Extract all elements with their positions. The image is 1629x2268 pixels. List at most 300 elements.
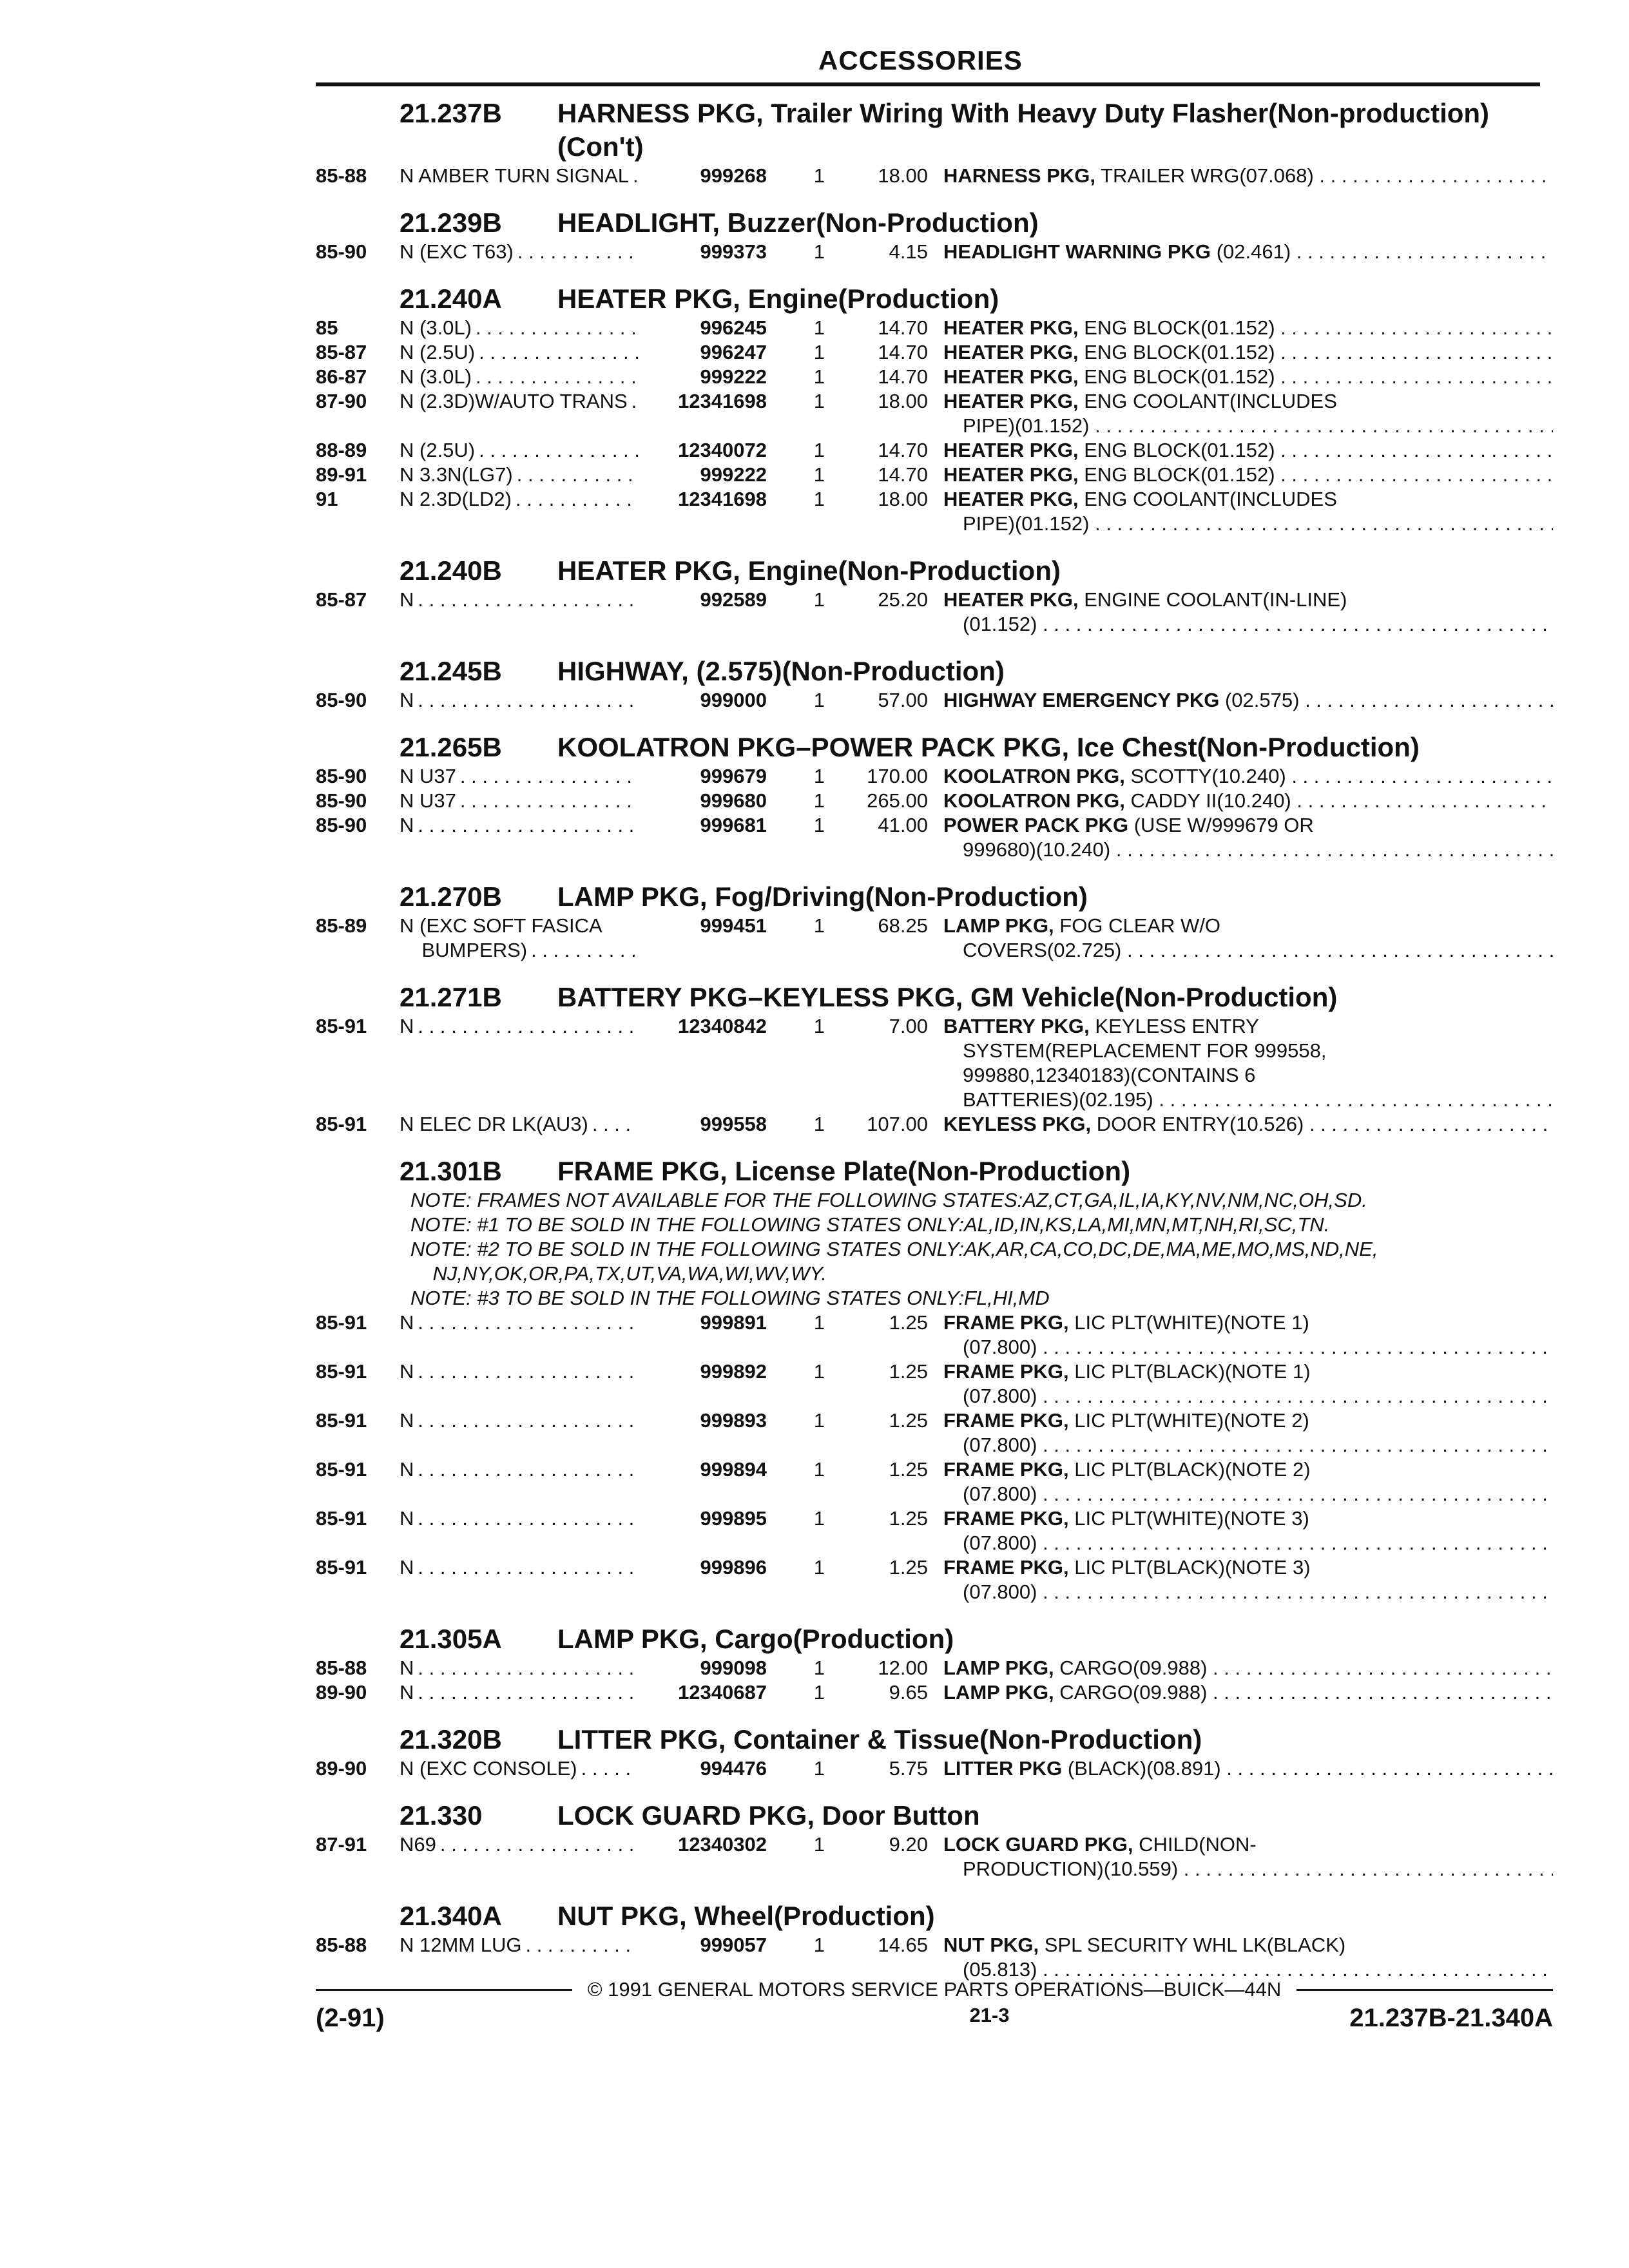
model-years: 86-87 — [316, 365, 367, 388]
catalog-section — [316, 731, 1553, 862]
section-title: HARNESS PKG, Trailer Wiring With Heavy Duty Flasher(Non-production) (Con't) — [557, 98, 1490, 162]
part-number: 12341698 — [678, 390, 767, 412]
reference-line — [943, 1857, 1553, 1881]
section-code: 21.237B — [400, 98, 502, 128]
price: 14.70 — [878, 463, 928, 486]
quantity: 1 — [813, 1934, 825, 1956]
price: 25.20 — [878, 588, 928, 611]
catalog-reference — [943, 813, 1553, 862]
price: 14.65 — [878, 1934, 928, 1956]
catalog-section — [316, 1155, 1553, 1604]
reference-line — [943, 914, 1553, 938]
footer-copyright: © 1991 GENERAL MOTORS SERVICE PARTS OPERATIONS—BUICK—44N — [587, 1978, 1282, 2001]
reference-name: POWER PACK PKG — [943, 814, 1129, 836]
part-row — [316, 1680, 1553, 1705]
part-description — [400, 389, 638, 438]
quantity: 1 — [813, 1681, 825, 1704]
price: 41.00 — [878, 814, 928, 836]
price: 170.00 — [867, 765, 928, 787]
part-number: 999268 — [700, 164, 767, 187]
reference-line — [943, 164, 1553, 188]
price: 1.25 — [889, 1556, 928, 1579]
catalog-reference — [943, 1311, 1553, 1360]
reference-line — [943, 1384, 1553, 1408]
reference-text: DOOR ENTRY(10.526) — [1096, 1113, 1304, 1135]
section-heading — [316, 1899, 1553, 1933]
section-heading — [316, 981, 1553, 1014]
part-description — [400, 1832, 638, 1881]
part-number: 996245 — [700, 316, 767, 339]
part-number: 999098 — [700, 1657, 767, 1679]
catalog-section — [316, 1723, 1553, 1781]
part-number: 999222 — [700, 463, 767, 486]
reference-text: COVERS(02.725) — [963, 939, 1122, 961]
footer-rule-left — [316, 1989, 572, 1991]
part-row — [316, 240, 1553, 264]
reference-line — [943, 1555, 1553, 1580]
reference-text: SYSTEM(REPLACEMENT FOR 999558, — [963, 1039, 1327, 1062]
model-years: 85-88 — [316, 1934, 367, 1956]
description-text: N — [400, 814, 418, 836]
catalog-reference — [943, 1506, 1553, 1555]
section-notes — [316, 1188, 1553, 1311]
reference-name: FRAME PKG, — [943, 1556, 1069, 1579]
reference-name: FRAME PKG, — [943, 1409, 1069, 1432]
quantity: 1 — [813, 1409, 825, 1432]
section-title: HIGHWAY, (2.575)(Non-Production) — [557, 656, 1005, 686]
part-number: 999558 — [700, 1113, 767, 1135]
part-row — [316, 487, 1553, 536]
description-text: N (EXC T63) — [400, 240, 517, 263]
reference-line — [943, 1408, 1553, 1433]
quantity: 1 — [813, 365, 825, 388]
header-rule — [316, 82, 1540, 86]
price: 265.00 — [867, 789, 928, 812]
reference-text: KEYLESS ENTRY — [1095, 1015, 1259, 1037]
part-row — [316, 1112, 1553, 1137]
reference-line — [943, 688, 1553, 713]
quantity: 1 — [813, 439, 825, 461]
reference-line — [943, 1014, 1553, 1039]
section-heading — [316, 97, 1553, 164]
reference-line — [943, 1112, 1553, 1137]
quantity: 1 — [813, 1311, 825, 1334]
catalog-reference — [943, 463, 1553, 487]
note-line: NOTE: #1 TO BE SOLD IN THE FOLLOWING STATES ONLY:AL,ID,IN,KS,LA,MI,MN,MT,NH,RI,SC,TN. — [410, 1213, 1330, 1236]
model-years: 89-90 — [316, 1757, 367, 1780]
reference-line — [943, 1531, 1553, 1555]
part-row — [316, 389, 1553, 438]
part-description — [400, 1360, 638, 1408]
reference-name: HEATER PKG, — [943, 365, 1079, 388]
description-text: N — [400, 1458, 418, 1481]
section-title: LITTER PKG, Container & Tissue(Non-Production) — [557, 1724, 1202, 1754]
catalog-section — [316, 1622, 1553, 1705]
catalog-section — [316, 554, 1553, 637]
section-code: 21.270B — [400, 881, 502, 912]
model-years: 87-90 — [316, 390, 367, 412]
section-title: HEATER PKG, Engine(Production) — [557, 284, 999, 314]
catalog-reference — [943, 1832, 1553, 1881]
reference-text: TRAILER WRG(07.068) — [1101, 164, 1314, 187]
reference-line — [943, 1360, 1553, 1384]
section-title: BATTERY PKG–KEYLESS PKG, GM Vehicle(Non-Production) — [557, 982, 1338, 1012]
catalog-reference — [943, 1408, 1553, 1457]
reference-text: SPL SECURITY WHL LK(BLACK) — [1044, 1934, 1346, 1956]
reference-name: LAMP PKG, — [943, 1657, 1054, 1679]
part-number: 999894 — [700, 1458, 767, 1481]
price: 1.25 — [889, 1507, 928, 1530]
catalog-reference — [943, 1656, 1553, 1680]
part-row — [316, 1832, 1553, 1881]
model-years: 91 — [316, 488, 338, 510]
part-number: 12341698 — [678, 488, 767, 510]
part-row — [316, 813, 1553, 862]
quantity: 1 — [813, 1015, 825, 1037]
reference-name: HEADLIGHT WARNING PKG — [943, 240, 1211, 263]
price: 9.20 — [889, 1833, 928, 1856]
quantity: 1 — [813, 1833, 825, 1856]
section-code: 21.301B — [400, 1156, 502, 1186]
reference-line — [943, 1506, 1553, 1531]
part-row — [316, 1408, 1553, 1457]
reference-name: FRAME PKG, — [943, 1360, 1069, 1383]
description-text: N — [400, 588, 418, 611]
quantity: 1 — [813, 164, 825, 187]
part-number: 999000 — [700, 689, 767, 711]
part-number: 12340302 — [678, 1833, 767, 1856]
reference-name: KOOLATRON PKG, — [943, 765, 1125, 787]
reference-name: HEATER PKG, — [943, 316, 1079, 339]
reference-text: (02.575) — [1224, 689, 1300, 711]
reference-line — [943, 389, 1553, 414]
model-years: 85-90 — [316, 814, 367, 836]
part-row — [316, 438, 1553, 463]
catalog-reference — [943, 1112, 1553, 1137]
reference-text: (07.800) — [963, 1532, 1037, 1554]
part-number: 994476 — [700, 1757, 767, 1780]
description-text: N (2.3D)W/AUTO TRANS — [400, 390, 631, 412]
reference-text: (07.800) — [963, 1385, 1037, 1407]
price: 14.70 — [878, 316, 928, 339]
reference-text: (USE W/999679 OR — [1133, 814, 1314, 836]
part-number: 996247 — [700, 341, 767, 363]
model-years: 85-91 — [316, 1458, 367, 1481]
description-text: N (3.0L) — [400, 365, 476, 388]
catalog-section — [316, 655, 1553, 713]
section-title: HEATER PKG, Engine(Non-Production) — [557, 555, 1061, 586]
reference-name: FRAME PKG, — [943, 1458, 1069, 1481]
model-years: 85-88 — [316, 164, 367, 187]
quantity: 1 — [813, 689, 825, 711]
price: 18.00 — [878, 164, 928, 187]
reference-text: LIC PLT(BLACK)(NOTE 1) — [1074, 1360, 1311, 1383]
part-description — [400, 1933, 638, 1982]
description-text: N U37 — [400, 765, 460, 787]
part-number: 999222 — [700, 365, 767, 388]
catalog-reference — [943, 1014, 1553, 1112]
model-years: 85-91 — [316, 1360, 367, 1383]
section-code: 21.271B — [400, 982, 502, 1012]
quantity: 1 — [813, 1657, 825, 1679]
part-row — [316, 789, 1553, 813]
quantity: 1 — [813, 1556, 825, 1579]
description-text: N (2.5U) — [400, 439, 479, 461]
reference-line — [943, 438, 1553, 463]
reference-line — [943, 1756, 1553, 1781]
section-code: 21.240A — [400, 284, 502, 314]
model-years: 85-91 — [316, 1556, 367, 1579]
catalog-reference — [943, 1680, 1553, 1705]
reference-name: BATTERY PKG, — [943, 1015, 1090, 1037]
catalog-reference — [943, 240, 1553, 264]
part-number: 12340687 — [678, 1681, 767, 1704]
reference-name: LOCK GUARD PKG, — [943, 1833, 1133, 1856]
price: 14.70 — [878, 439, 928, 461]
reference-line — [943, 1311, 1553, 1335]
reference-name: LITTER PKG — [943, 1757, 1063, 1780]
catalog-section — [316, 282, 1553, 536]
catalog-reference — [943, 164, 1553, 188]
part-row — [316, 688, 1553, 713]
reference-text: CARGO(09.988) — [1059, 1681, 1208, 1704]
reference-text: FOG CLEAR W/O — [1059, 914, 1221, 937]
reference-name: FRAME PKG, — [943, 1507, 1069, 1530]
part-row — [316, 1656, 1553, 1680]
quantity: 1 — [813, 240, 825, 263]
price: 14.70 — [878, 365, 928, 388]
part-row — [316, 1360, 1553, 1408]
section-code: 21.340A — [400, 1901, 502, 1931]
description-text: N — [400, 1681, 418, 1704]
catalog-reference — [943, 365, 1553, 389]
part-row — [316, 1457, 1553, 1506]
part-description — [400, 1457, 638, 1506]
part-description — [400, 789, 638, 813]
reference-name: HEATER PKG, — [943, 439, 1079, 461]
model-years: 85-91 — [316, 1311, 367, 1334]
quantity: 1 — [813, 1113, 825, 1135]
reference-line — [943, 1680, 1553, 1705]
reference-text: (02.461) — [1216, 240, 1291, 263]
price: 1.25 — [889, 1409, 928, 1432]
note-line: NOTE: #3 TO BE SOLD IN THE FOLLOWING STATES ONLY:FL,HI,MD — [410, 1287, 1050, 1309]
quantity: 1 — [813, 316, 825, 339]
reference-line — [943, 1039, 1553, 1063]
part-row — [316, 1506, 1553, 1555]
part-description — [400, 764, 638, 789]
description-text: N — [400, 1657, 418, 1679]
part-description — [400, 914, 638, 963]
reference-line — [943, 764, 1553, 789]
reference-line — [943, 487, 1553, 512]
description-text: N 12MM LUG — [400, 1934, 525, 1956]
model-years: 85 — [316, 316, 338, 339]
catalog-reference — [943, 1457, 1553, 1506]
part-row — [316, 1014, 1553, 1112]
part-row — [316, 1933, 1553, 1982]
catalog-section — [316, 981, 1553, 1137]
price: 14.70 — [878, 341, 928, 363]
reference-text: ENGINE COOLANT(IN-LINE) — [1084, 588, 1347, 611]
price: 1.25 — [889, 1311, 928, 1334]
section-code: 21.239B — [400, 207, 502, 238]
catalog-reference — [943, 1756, 1553, 1781]
section-code: 21.240B — [400, 555, 502, 586]
note-line: NOTE: #2 TO BE SOLD IN THE FOLLOWING STATES ONLY:AK,AR,CA,CO,DC,DE,MA,ME,MO,MS,ND,NE, NJ,NY,OK,OR,PA,TX,UT,VA,WA,WI,WV,WY. — [410, 1238, 1378, 1285]
reference-line — [943, 838, 1553, 862]
section-heading — [316, 282, 1553, 316]
part-number: 999681 — [700, 814, 767, 836]
part-row — [316, 164, 1553, 188]
model-years: 85-90 — [316, 765, 367, 787]
reference-text: (07.800) — [963, 1336, 1037, 1358]
reference-line — [943, 316, 1553, 340]
part-description — [400, 1311, 638, 1360]
part-description — [400, 365, 638, 389]
description-text: N — [400, 1507, 418, 1530]
catalog-reference — [943, 316, 1553, 340]
reference-name: HEATER PKG, — [943, 341, 1079, 363]
part-row — [316, 316, 1553, 340]
reference-text: CARGO(09.988) — [1059, 1657, 1208, 1679]
model-years: 89-91 — [316, 463, 367, 486]
reference-text: ENG BLOCK(01.152) — [1084, 463, 1275, 486]
model-years: 85-87 — [316, 341, 367, 363]
catalog-reference — [943, 789, 1553, 813]
quantity: 1 — [813, 1507, 825, 1530]
part-row — [316, 764, 1553, 789]
description-text: N (3.0L) — [400, 316, 476, 339]
parts-listing — [316, 97, 1553, 1988]
page-footer — [316, 1978, 1553, 2033]
part-number: 999893 — [700, 1409, 767, 1432]
reference-text: ENG BLOCK(01.152) — [1084, 439, 1275, 461]
part-description — [400, 1014, 638, 1112]
model-years: 85-90 — [316, 789, 367, 812]
description-text: N — [400, 1409, 418, 1432]
reference-line — [943, 789, 1553, 813]
description-text: N — [400, 1360, 418, 1383]
reference-text: (07.800) — [963, 1581, 1037, 1603]
part-description — [400, 1756, 638, 1781]
reference-text: ENG COOLANT(INCLUDES — [1084, 488, 1337, 510]
part-number: 999680 — [700, 789, 767, 812]
model-years: 88-89 — [316, 439, 367, 461]
reference-line — [943, 1457, 1553, 1482]
catalog-reference — [943, 438, 1553, 463]
reference-line — [943, 588, 1553, 612]
part-number: 12340072 — [678, 439, 767, 461]
page-title: ACCESSORIES — [818, 45, 1023, 75]
price: 1.25 — [889, 1360, 928, 1383]
part-row — [316, 1311, 1553, 1360]
description-text: N — [400, 1015, 418, 1037]
part-description — [400, 240, 638, 264]
reference-name: FRAME PKG, — [943, 1311, 1069, 1334]
part-description — [400, 1680, 638, 1705]
section-title: LOCK GUARD PKG, Door Button — [557, 1800, 980, 1831]
reference-text: ENG BLOCK(01.152) — [1084, 316, 1275, 339]
price: 18.00 — [878, 488, 928, 510]
reference-line — [943, 612, 1553, 637]
model-years: 87-91 — [316, 1833, 367, 1856]
catalog-section — [316, 206, 1553, 264]
section-title: KOOLATRON PKG–POWER PACK PKG, Ice Chest(Non-Production) — [557, 732, 1420, 762]
description-text: N (2.5U) — [400, 341, 479, 363]
part-description — [400, 340, 638, 365]
reference-line — [943, 1832, 1553, 1857]
model-years: 85-88 — [316, 1657, 367, 1679]
part-row — [316, 1756, 1553, 1781]
reference-line — [943, 1088, 1553, 1112]
description-text: N — [400, 1311, 418, 1334]
description-text: N U37 — [400, 789, 460, 812]
footer-date: (2-91) — [316, 2004, 385, 2032]
part-row — [316, 340, 1553, 365]
catalog-section — [316, 880, 1553, 963]
catalog-reference — [943, 340, 1553, 365]
reference-text: BATTERIES)(02.195) — [963, 1088, 1153, 1111]
part-description — [400, 316, 638, 340]
model-years: 85-91 — [316, 1409, 367, 1432]
reference-line — [943, 813, 1553, 838]
description-text: N 2.3D(LD2) — [400, 488, 516, 510]
quantity: 1 — [813, 765, 825, 787]
section-code: 21.320B — [400, 1724, 502, 1754]
reference-name: HEATER PKG, — [943, 390, 1079, 412]
reference-line — [943, 340, 1553, 365]
price: 1.25 — [889, 1458, 928, 1481]
reference-line — [943, 463, 1553, 487]
price: 5.75 — [889, 1757, 928, 1780]
part-description — [400, 813, 638, 862]
section-title: LAMP PKG, Fog/Driving(Non-Production) — [557, 881, 1088, 912]
description-text: N69 — [400, 1833, 440, 1856]
reference-text: (07.800) — [963, 1483, 1037, 1505]
part-number: 12340842 — [678, 1015, 767, 1037]
model-years: 85-90 — [316, 240, 367, 263]
model-years: 85-91 — [316, 1015, 367, 1037]
reference-text: (01.152) — [963, 613, 1037, 635]
reference-line — [943, 1063, 1553, 1088]
catalog-reference — [943, 588, 1553, 637]
description-text: N 3.3N(LG7) — [400, 463, 517, 486]
price: 18.00 — [878, 390, 928, 412]
section-heading — [316, 1799, 1553, 1832]
part-description — [400, 688, 638, 713]
part-description — [400, 1408, 638, 1457]
reference-text: 999680)(10.240) — [963, 838, 1111, 861]
part-description — [400, 1506, 638, 1555]
price: 9.65 — [889, 1681, 928, 1704]
catalog-reference — [943, 764, 1553, 789]
reference-line — [943, 365, 1553, 389]
section-title: HEADLIGHT, Buzzer(Non-Production) — [557, 207, 1039, 238]
reference-text: (05.813) — [963, 1958, 1037, 1981]
section-heading — [316, 1622, 1553, 1656]
model-years: 89-90 — [316, 1681, 367, 1704]
reference-name: LAMP PKG, — [943, 914, 1054, 937]
catalog-reference — [943, 914, 1553, 963]
reference-line — [943, 1656, 1553, 1680]
reference-line — [943, 414, 1553, 438]
price: 107.00 — [867, 1113, 928, 1135]
catalog-reference — [943, 1555, 1553, 1604]
section-code: 21.305A — [400, 1624, 502, 1654]
part-description — [400, 164, 638, 188]
model-years: 85-87 — [316, 588, 367, 611]
